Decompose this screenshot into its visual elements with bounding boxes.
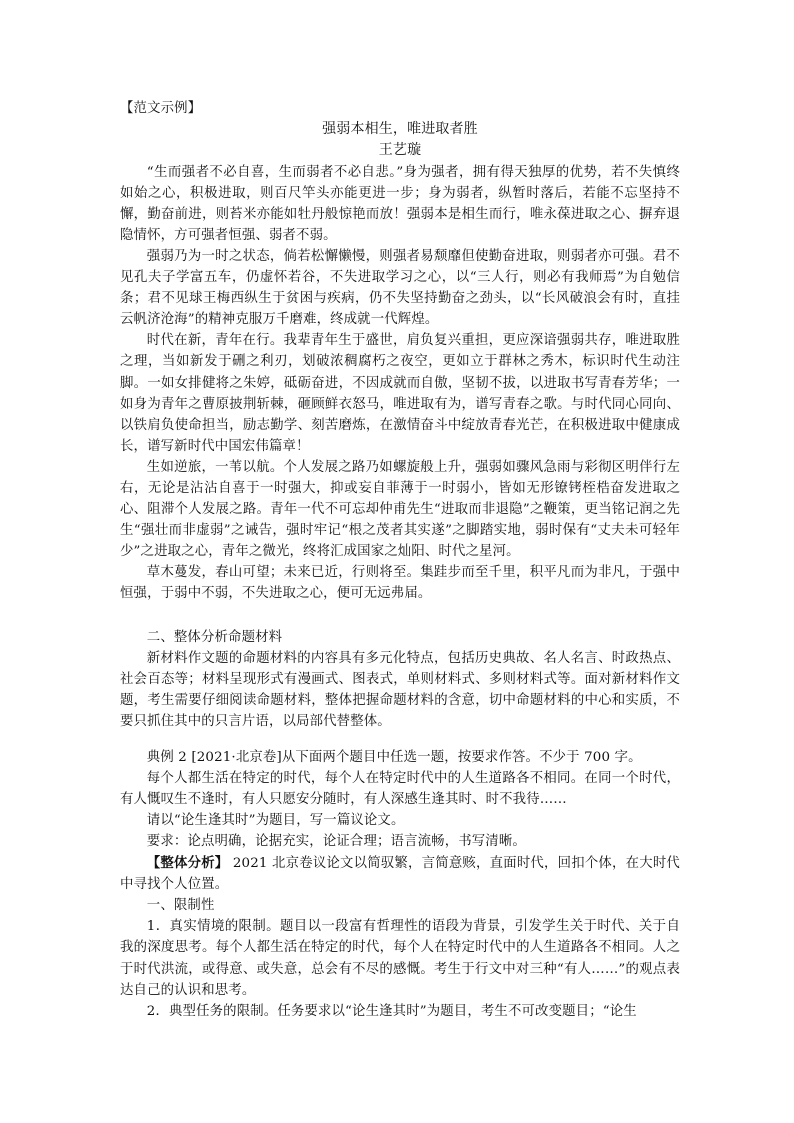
essay-title: 强弱本相生，唯进取者胜: [322, 121, 478, 138]
example-material: 每个人都生活在特定的时代，每个人在特定时代中的人生道路各不相同。在同一个时代，有人慨叹生不逢时，有人只愿安分随时，有人深感生逢其时、时不我待……: [120, 770, 680, 807]
essay-paragraph: 强弱乃为一时之状态，倘若松懈懒慢，则强者易颓靡但使勤奋进取，则弱者亦可强。君不见孔夫子学富五车，仍虚怀若谷，不失进取学习之心，以“三人行，则必有我师焉”为自勉信条；君不见球王梅西纵生于贫困与疾病，仍不失坚持勤奋之劲头，以“长风破浪会有时，直挂云帆济沧海”的精神克服万千磨难，终成就一代辉煌。: [120, 248, 680, 328]
analysis-paragraph: 新材料作文题的命题材料的内容具有多元化特点，包括历史典故、名人名言、时政热点、社会百态等；材料呈现形式有漫画式、图表式，单则材料式、多则材料式等。面对新材料作文题，考生需要仔细阅读命题材料，整体把握命题材料的含意，切中命题材料的中心和实质，不要只抓住其中的只言片语，以局部代替整体。: [120, 650, 680, 730]
essay-paragraph: 草木蔓发，春山可望；未来已近，行则将至。集跬步而至千里，积平凡而为非凡，于强中恒强，于弱中不弱，不失进取之心，便可无远弗届。: [120, 565, 680, 602]
document-page: [120, 98, 680, 1022]
example-requirements: 要求：论点明确，论据充实，论证合理；语言流畅，书写清晰。: [146, 834, 526, 850]
essay-body: [120, 162, 680, 605]
sample-label: 【范文示例】: [120, 101, 202, 116]
limit-point-2: 2．典型任务的限制。任务要求以“论生逢其时”为题目，考生不可改变题目；“论生: [146, 1004, 637, 1020]
essay-author: 王艺璇: [378, 142, 422, 159]
section-gap: [120, 733, 680, 747]
analysis-heading: 二、整体分析命题材料: [146, 629, 283, 645]
example-intro: 典例 2 [2021·北京卷]从下面两个题目中任选一题，按要求作答。不少于 700 字。: [146, 749, 642, 765]
essay-paragraph: “生而强者不必自喜，生而弱者不必自悲。”身为强者，拥有得天独厚的优势，若不失慎终如始之心，积极进取，则百尺竿头亦能更进一步；身为弱者，纵暂时落后，若能不忘坚持不懈，勤奋前进，则苔米亦能如牡丹般惊艳而放！强弱本是相生而行，唯永葆进取之心、摒弃退隐情怀，方可强者恒强、弱者不弱。: [120, 164, 680, 243]
section-gap: [120, 605, 680, 627]
limit-heading: 一、限制性: [146, 898, 215, 914]
overall-label: 【整体分析】: [146, 854, 229, 871]
limit-point-1: 1．真实情境的限制。题目以一段富有哲理性的语段为背景，引发学生关于时代、关于自我的深度思考。每个人都生活在特定的时代，每个人在特定时代中的人生道路各不相同。人之于时代洪流，或得意、或失意，总会有不尽的感慨。考生于行文中对三种“有人……”的观点表达自己的认识和思考。: [120, 919, 680, 998]
essay-paragraph: 时代在新，青年在行。我辈青年生于盛世，肩负复兴重担，更应深谙强弱共存，唯进取胜之理，当如新发于硎之利刃，划破浓稠腐朽之夜空，更如立于群林之秀木，标识时代生动注脚。一如女排健将之朱婷，砥砺奋进，不因成就而自傲，坚韧不拔，以进取书写青春芳华；一如身为青年之曹原披荆斩棘，砸顾鲜衣怒马，唯进取有为，谱写青春之歌。与时代同心同向、以铁肩负使命担当，励志勤学、刻苦磨炼，在激情奋斗中绽放青春光芒，在积极进取中健康成长，谱写新时代中国宏伟篇章！: [120, 333, 680, 454]
overall-analysis: [120, 853, 680, 895]
essay-paragraph: 生如逆旅，一苇以航。个人发展之路乃如螺旋般上升，强弱如骤风急雨与彩彻区明伴行左右，无论是沾沾自喜于一时强大，抑或妄自菲薄于一时弱小，皆如无形镣铐桎梏奋发进取之心、阻滞个人发展之路。青年一代不可忘却仲甫先生“进取而非退隐”之鞭策，更当铭记润之先生“强壮而非虚弱”之诫告，强时牢记“根之茂者其实遂”之脚踏实地，弱时保有“丈夫未可轻年少”之进取之心，青年之微光，终将汇成国家之灿阳、时代之星河。: [120, 459, 680, 560]
example-task: 请以“论生逢其时”为题目，写一篇议论文。: [146, 813, 405, 829]
overall-text: 2021 北京卷议论文以简驭繁，言简意赅，直面时代，回扣个体，在大时代中寻找个人位置。: [120, 855, 680, 892]
